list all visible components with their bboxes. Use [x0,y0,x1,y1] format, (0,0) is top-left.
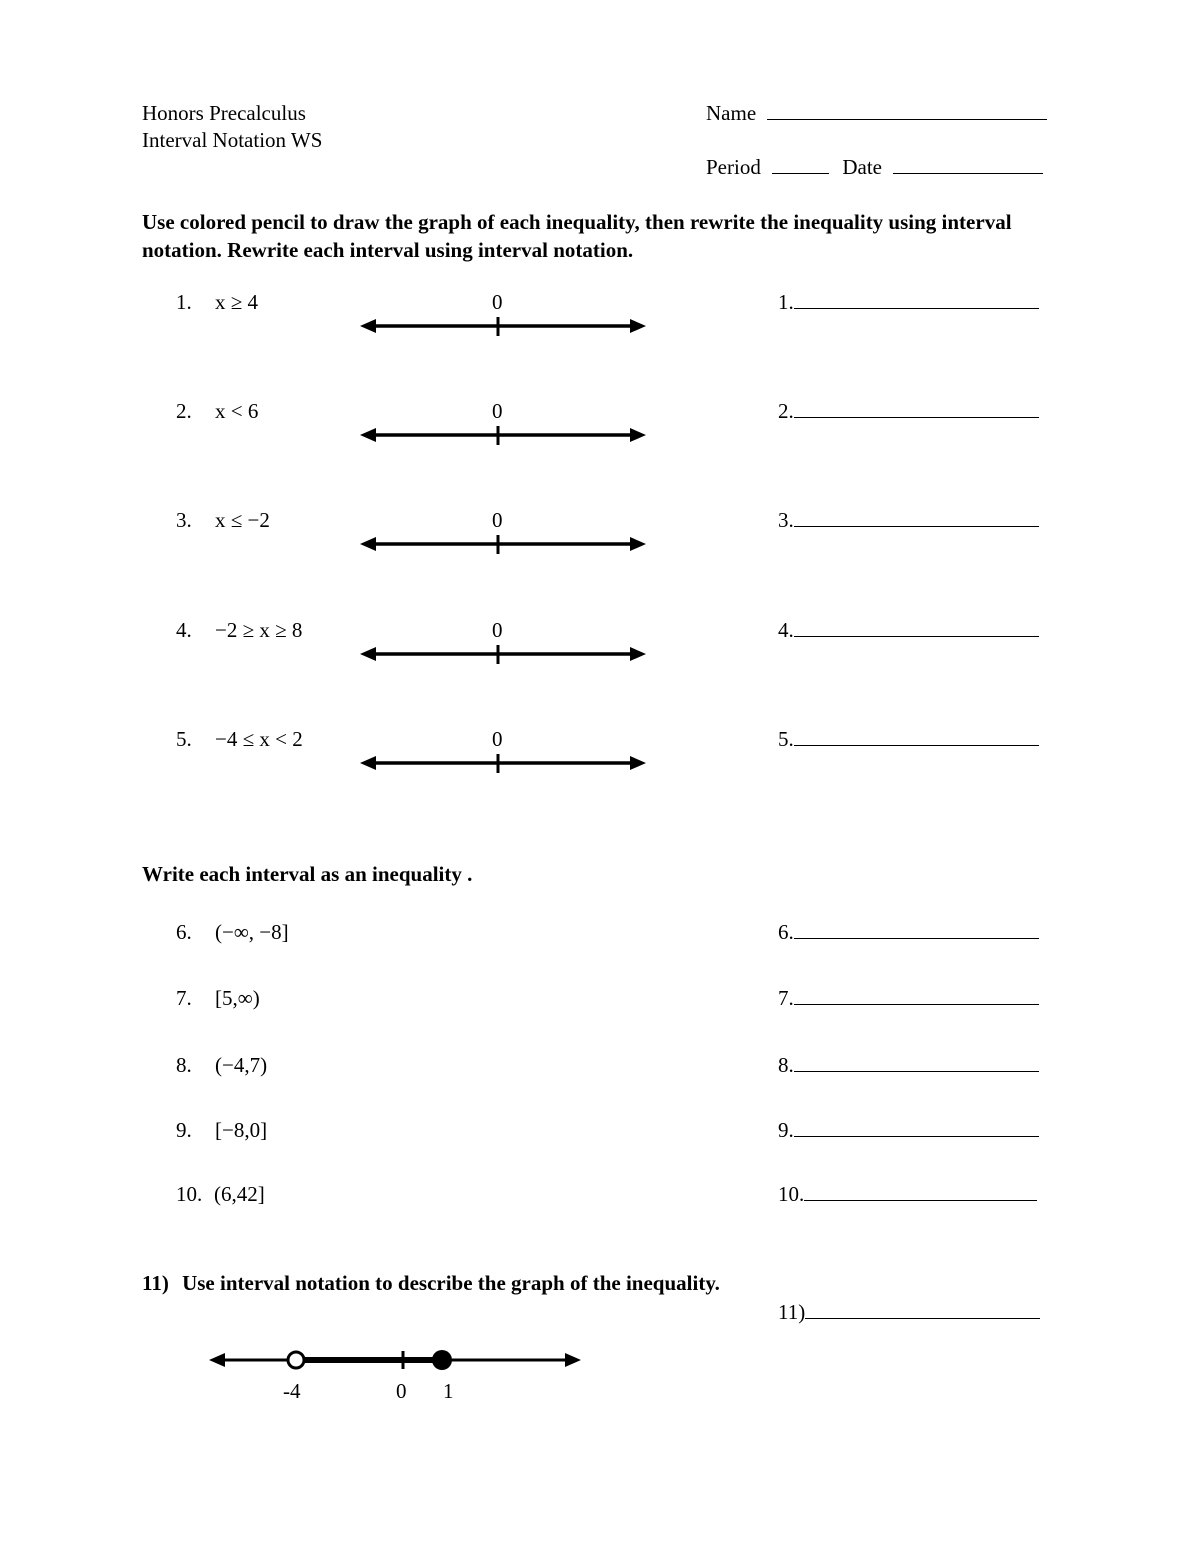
name-field[interactable] [706,103,1047,124]
number-line-right-arrow [630,537,646,551]
answer-label: 8. [778,1053,794,1077]
problem-interval: [5,∞) [215,986,260,1010]
answer-label: 4. [778,618,794,642]
number-line-left-arrow [360,319,376,333]
number-line-left-arrow [360,537,376,551]
number-line-right-arrow [630,756,646,770]
answer-blank[interactable] [794,401,1039,418]
answer-line[interactable] [778,922,1039,943]
problem-number: 9. [176,1118,192,1142]
problem-inequality: x < 6 [215,399,259,423]
number-line-right-arrow [630,319,646,333]
problem-number: 2. [176,399,192,423]
problem-inequality: x ≥ 4 [215,290,259,314]
answer-line[interactable] [778,1055,1039,1076]
problem-number: 8. [176,1053,192,1077]
answer-label: 5. [778,727,794,751]
name-label: Name [706,101,757,125]
answer-blank[interactable] [794,292,1039,309]
number-line-left-arrow [360,428,376,442]
date-label: Date [842,155,882,179]
period-label: Period [706,155,761,179]
period-blank[interactable] [772,157,829,174]
answer-label: 1. [778,290,794,314]
answer-label: 2. [778,399,794,423]
course-title: Honors Precalculus [142,101,306,125]
period-date-row [706,157,1043,178]
answer-blank[interactable] [794,1120,1039,1137]
problem-number: 4. [176,618,192,642]
answer-blank[interactable] [794,988,1039,1005]
answer-line[interactable] [778,1184,1037,1205]
graph-right-arrow [565,1353,581,1367]
answer-label-11: 11) [778,1300,806,1324]
problem-inequality: −2 ≥ x ≥ 8 [215,618,303,642]
number-line-right-arrow [630,647,646,661]
graph-tick-label-0: 0 [396,1379,407,1403]
answer-blank-11[interactable] [805,1302,1040,1319]
zero-label: 0 [492,618,503,642]
graph-closed-point [432,1350,452,1370]
number-line[interactable] [358,640,658,670]
zero-label: 0 [492,727,503,751]
answer-label: 9. [778,1118,794,1142]
section3-number: 11) [142,1271,169,1295]
zero-label: 0 [492,399,503,423]
number-line-left-arrow [360,756,376,770]
graph-tick-label-1: 1 [443,1379,454,1403]
answer-line[interactable] [778,988,1039,1009]
zero-label: 0 [492,508,503,532]
graph-left-arrow [209,1353,225,1367]
answer-blank[interactable] [794,1055,1039,1072]
number-line[interactable] [358,530,658,560]
problem-number: 1. [176,290,192,314]
answer-blank[interactable] [794,620,1039,637]
problem-number: 7. [176,986,192,1010]
section3-text: Use interval notation to describe the graph of the inequality. [182,1271,720,1295]
answer-line[interactable] [778,292,1039,313]
problem-number: 5. [176,727,192,751]
answer-label: 3. [778,508,794,532]
problem-number: 6. [176,920,192,944]
section3-instructions [142,1273,720,1294]
worksheet-title: Interval Notation WS [142,128,323,152]
graph-tick-label-neg4: -4 [283,1379,301,1403]
answer-line[interactable] [778,401,1039,422]
problem-interval: (−∞, −8] [215,920,289,944]
answer-label: 6. [778,920,794,944]
answer-blank[interactable] [794,510,1039,527]
number-line[interactable] [358,421,658,451]
problem-interval: (−4,7) [215,1053,268,1077]
number-line-left-arrow [360,647,376,661]
number-line-right-arrow [630,428,646,442]
problem-number: 3. [176,508,192,532]
answer-blank[interactable] [794,922,1039,939]
number-line[interactable] [358,312,658,342]
answer-line[interactable] [778,729,1039,750]
answer-label: 7. [778,986,794,1010]
graph-open-point [288,1352,304,1368]
answer-line-11[interactable] [778,1302,1040,1323]
answer-blank[interactable] [804,1184,1037,1201]
date-blank[interactable] [893,157,1043,174]
problem-number: 10. [176,1182,203,1206]
answer-blank[interactable] [794,729,1039,746]
number-line[interactable] [358,749,658,779]
answer-label: 10. [778,1182,805,1206]
answer-line[interactable] [778,510,1039,531]
answer-line[interactable] [778,1120,1039,1141]
problem-inequality: x ≤ −2 [215,508,270,532]
section2-instructions: Write each interval as an inequality . [142,862,473,886]
problem-interval: [−8,0] [215,1118,268,1142]
problem-inequality: −4 ≤ x < 2 [215,727,303,751]
problem-interval: (6,42] [214,1182,265,1206]
name-blank[interactable] [767,103,1047,120]
answer-line[interactable] [778,620,1039,641]
zero-label: 0 [492,290,503,314]
section1-instructions: Use colored pencil to draw the graph of each inequality, then rewrite the inequality using interval notation. Rewrite each interval using interval notation. [142,210,1012,262]
